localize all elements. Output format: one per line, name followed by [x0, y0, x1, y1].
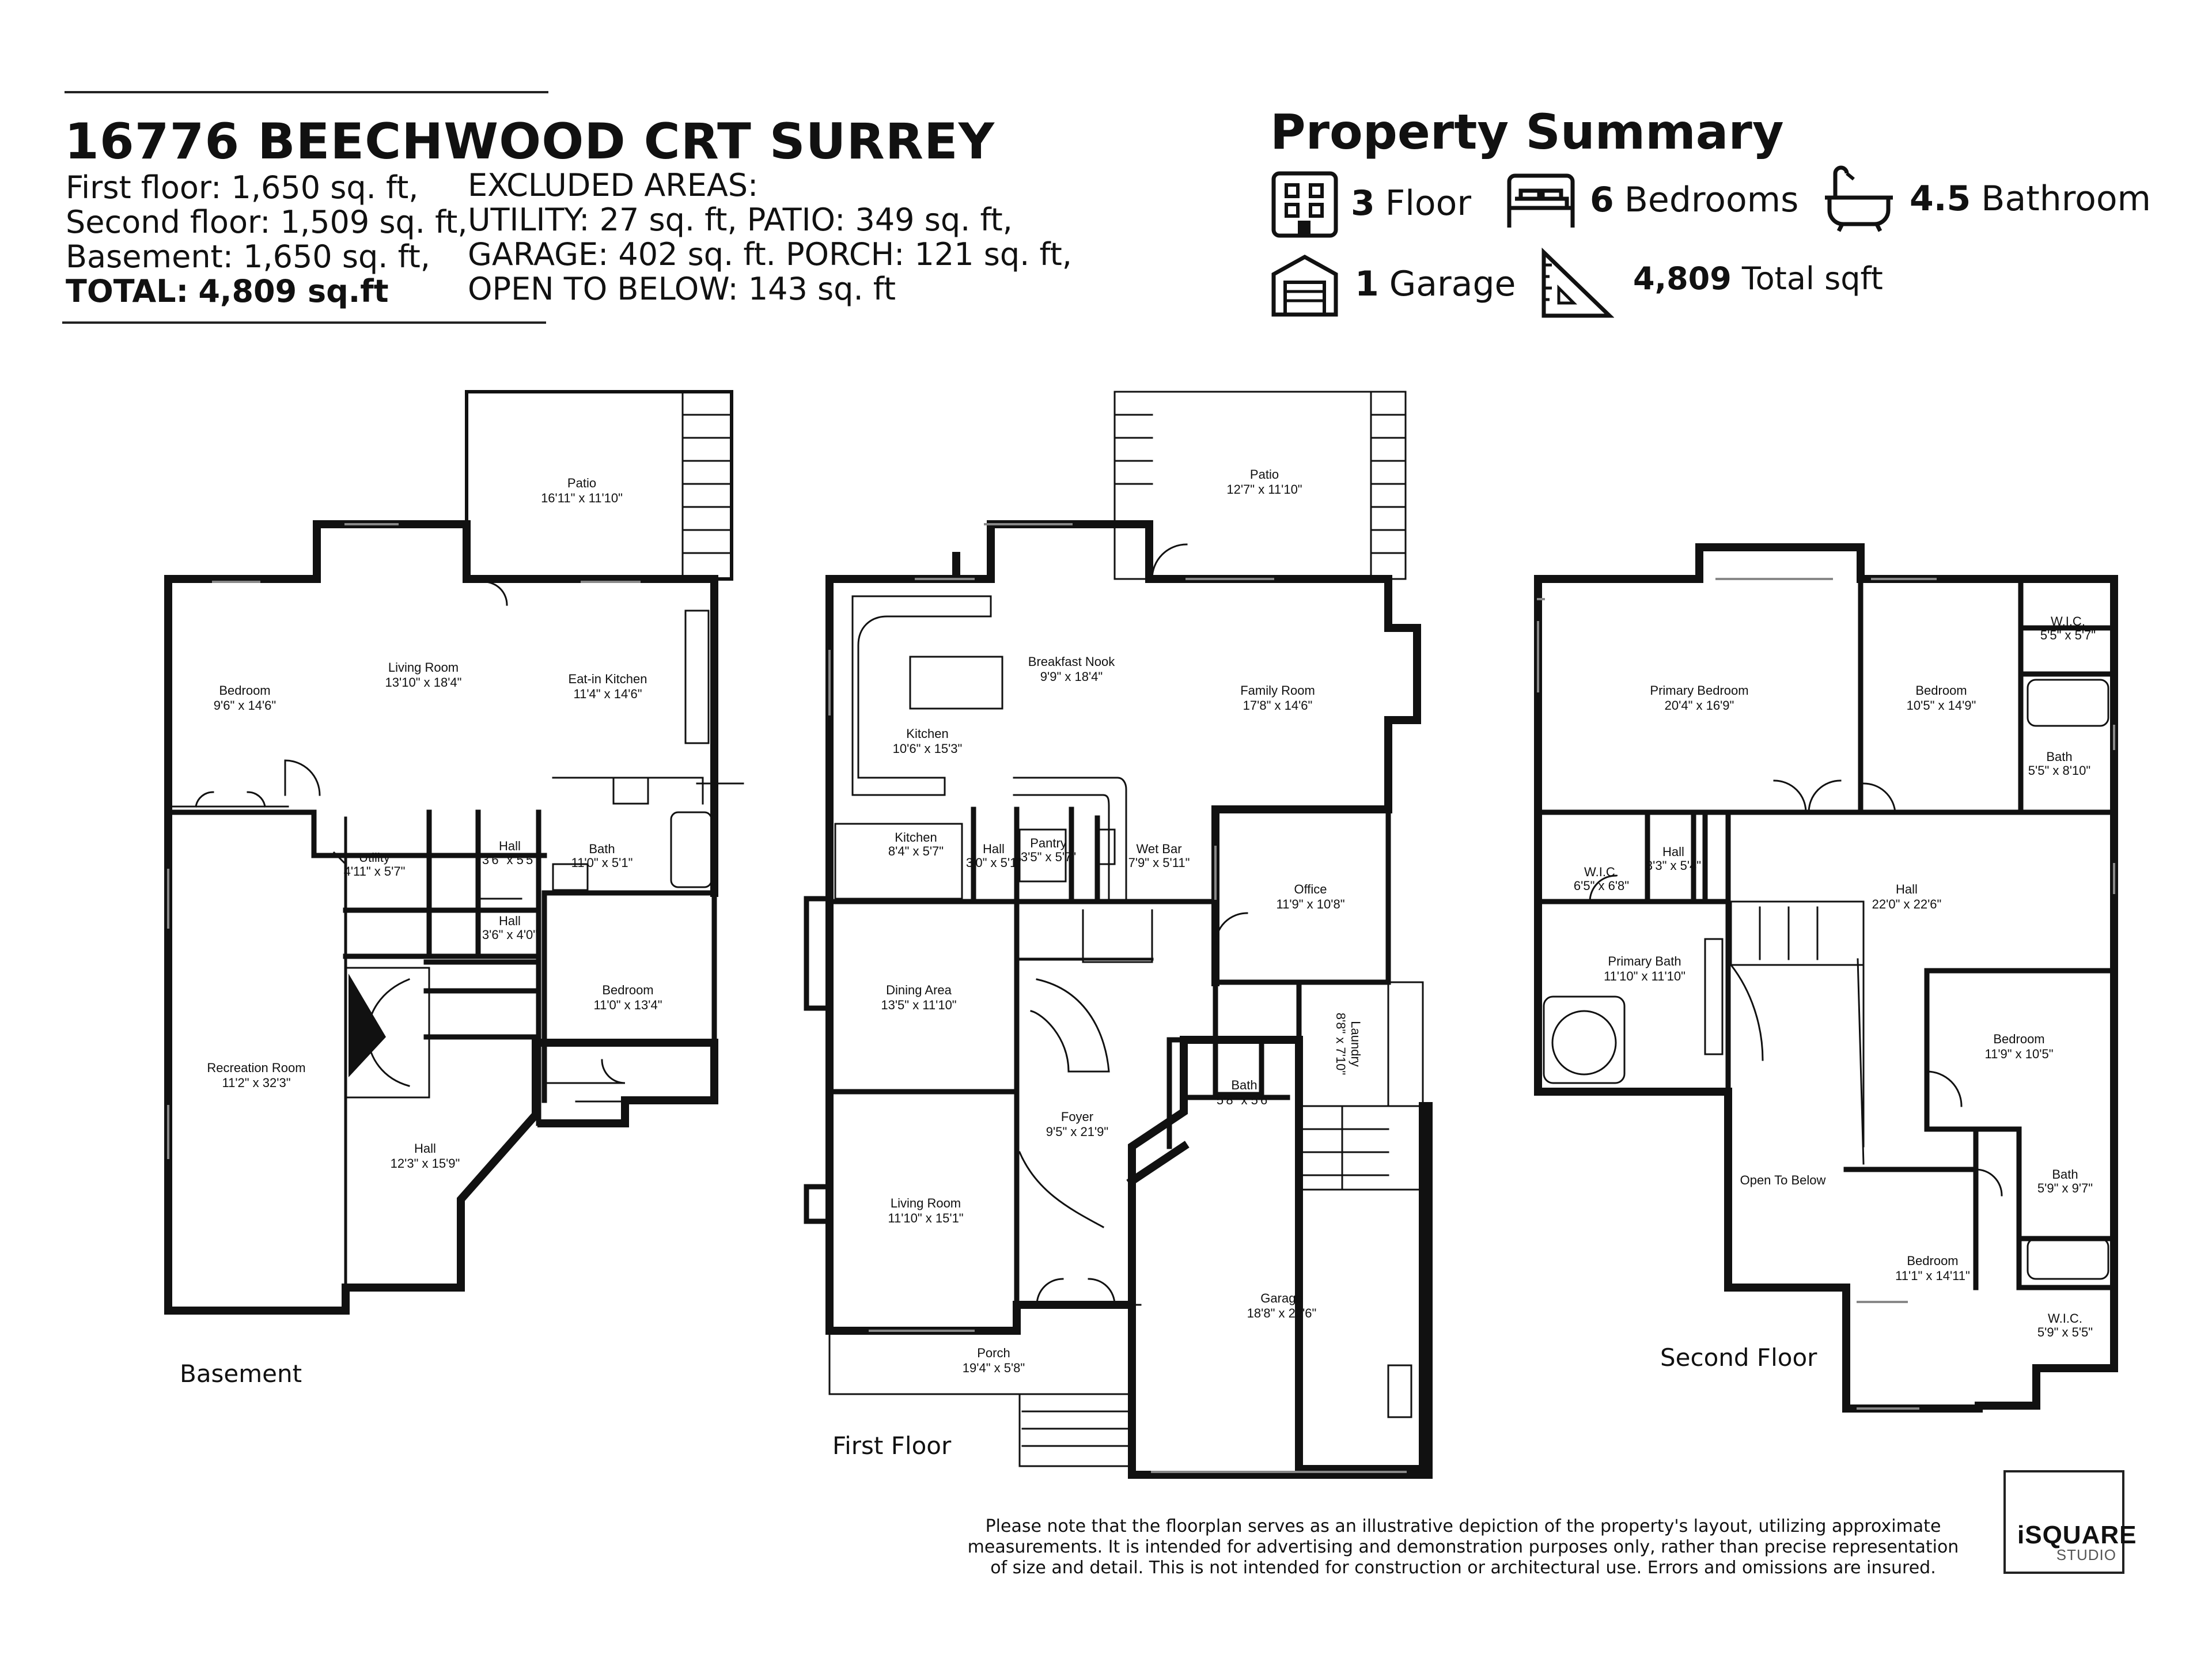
- room-dim: 3'0" x 5'1": [965, 855, 1022, 870]
- room-dim: 13'5" x 11'10": [881, 998, 957, 1012]
- room-name: Hall: [1662, 845, 1684, 859]
- room-name: Foyer: [1060, 1110, 1094, 1124]
- room-dim: 5'8" x 5'6": [1216, 1093, 1272, 1107]
- room-name: Living Room: [388, 660, 459, 675]
- room-dim: 17'8" x 14'6": [1243, 698, 1313, 713]
- room-name: Hall: [499, 839, 521, 853]
- room-dim: 9'5" x 21'9": [1046, 1125, 1109, 1139]
- room-name: Office: [1294, 882, 1327, 896]
- summary-title: Property Summary: [1270, 104, 1784, 160]
- room-dim: 8'4" x 5'7": [888, 844, 944, 858]
- room-dim: 3'3" x 5'4": [1645, 858, 1702, 873]
- sqft-count: 4,809: [1633, 260, 1732, 297]
- room-name: Bath: [2052, 1167, 2078, 1182]
- room-dim: 7'9" x 5'11": [1128, 855, 1190, 870]
- room-name: Living Room: [890, 1196, 961, 1210]
- room-name: Open To Below: [1740, 1173, 1826, 1187]
- excluded-line-3: OPEN TO BELOW: 143 sq. ft: [468, 271, 896, 307]
- isquare-studio-logo: [2003, 1470, 2137, 1574]
- room-dim: 5'9" x 9'7": [2037, 1181, 2093, 1195]
- room-name: Bath: [2046, 749, 2073, 764]
- basement-plan: [168, 392, 743, 1311]
- room-name: W.I.C.: [2048, 1311, 2082, 1326]
- disclaimer-line-2: measurements. It is intended for advertising and demonstration purposes only, rather than precise representation: [967, 1537, 1959, 1557]
- room-dim: 19'4" x 5'8": [962, 1361, 1025, 1375]
- room-name: Utility: [359, 850, 390, 865]
- room-name: Kitchen: [895, 830, 937, 845]
- room-name: Laundry: [1349, 1021, 1363, 1067]
- room-name: Eat-in Kitchen: [568, 672, 647, 686]
- room-dim: 18'8" x 22'6": [1247, 1306, 1317, 1320]
- room-name: Pantry: [1030, 836, 1067, 850]
- disclaimer-line-3: of size and detail. This is not intended for construction or architectural use. Errors and omissions are insured.: [990, 1558, 1936, 1578]
- room-name: Breakfast Nook: [1028, 654, 1115, 669]
- logo-line-2: STUDIO: [2056, 1546, 2116, 1563]
- room-dim: 11'0" x 13'4": [593, 998, 662, 1012]
- property-address: 16776 BEECHWOOD CRT SURREY: [65, 113, 995, 171]
- excluded-line-1: UTILITY: 27 sq. ft, PATIO: 349 sq. ft,: [468, 202, 1013, 238]
- room-name: Recreation Room: [207, 1061, 306, 1075]
- excluded-title: EXCLUDED AREAS:: [468, 167, 759, 203]
- room-name: Primary Bedroom: [1650, 683, 1749, 698]
- room-dim: 20'4" x 16'9": [1664, 698, 1734, 713]
- room-dim: 3'5" x 5'7": [1020, 850, 1077, 864]
- room-dim: 9'9" x 18'4": [1040, 669, 1103, 684]
- room-dim: 11'4" x 14'6": [573, 687, 642, 701]
- room-dim: 4'11" x 5'7": [343, 864, 406, 879]
- bedrooms-count: 6: [1590, 180, 1614, 220]
- room-dim: 10'6" x 15'3": [892, 741, 963, 756]
- area-first-floor: First floor: 1,650 sq. ft,: [66, 169, 419, 206]
- first-floor-label: First Floor: [832, 1432, 952, 1460]
- room-dim: 11'1" x 14'11": [1895, 1269, 1970, 1283]
- room-name: Bath: [589, 842, 615, 856]
- area-second-floor: Second floor: 1,509 sq. ft,: [66, 204, 468, 240]
- total-label: TOTAL:: [66, 273, 189, 309]
- garage-label: Garage: [1389, 264, 1516, 304]
- floors-count: 3: [1351, 183, 1375, 224]
- bathrooms-label: Bathroom: [1981, 179, 2151, 219]
- room-name: Patio: [1249, 467, 1279, 482]
- first-floor-plan: [806, 392, 1429, 1475]
- room-dim: 11'0" x 5'1": [571, 855, 633, 870]
- room-dim: 12'3" x 15'9": [390, 1156, 460, 1171]
- room-name: Hall: [1896, 882, 1918, 896]
- room-dim: 3'6" x 4'0": [482, 927, 538, 942]
- room-name: Bath: [1231, 1078, 1257, 1092]
- room-name: W.I.C.: [2051, 614, 2085, 629]
- garage-count: 1: [1355, 264, 1379, 304]
- excluded-line-2: GARAGE: 402 sq. ft. PORCH: 121 sq. ft,: [468, 236, 1072, 272]
- room-name: Family Room: [1240, 683, 1315, 698]
- basement-label: Basement: [180, 1360, 302, 1388]
- second-floor-label: Second Floor: [1660, 1343, 1817, 1372]
- room-dim: 3'6" x 5'5": [482, 853, 538, 867]
- total-value: 4,809 sq.ft: [198, 273, 389, 309]
- room-name: Patio: [567, 476, 597, 490]
- room-name: Hall: [983, 842, 1005, 856]
- room-dim: 5'5" x 5'7": [2040, 628, 2096, 642]
- bathrooms-count: 4.5: [1910, 179, 1971, 219]
- room-name: Garage: [1260, 1291, 1303, 1305]
- room-dim: 11'9" x 10'8": [1276, 897, 1345, 911]
- room-dim: 8'8" x 7'10": [1334, 1012, 1348, 1076]
- room-name: Porch: [977, 1346, 1010, 1360]
- room-dim: 16'11" x 11'10": [541, 491, 623, 505]
- room-name: Bedroom: [1915, 683, 1967, 698]
- room-dim: 5'9" x 5'5": [2037, 1325, 2093, 1339]
- room-name: Bedroom: [1907, 1254, 1959, 1268]
- room-dim: 11'2" x 32'3": [222, 1076, 291, 1090]
- room-dim: 6'5" x 6'8": [1573, 879, 1630, 893]
- room-dim: 12'7" x 11'10": [1226, 482, 1302, 497]
- bedrooms-label: Bedrooms: [1624, 180, 1799, 220]
- room-dim: 9'6" x 14'6": [213, 698, 276, 713]
- room-name: Bedroom: [219, 683, 271, 698]
- room-name: Kitchen: [906, 726, 949, 741]
- sqft-label: Total sqft: [1741, 260, 1883, 297]
- room-name: Hall: [414, 1141, 436, 1156]
- floors-label: Floor: [1385, 183, 1472, 224]
- room-dim: 11'10" x 15'1": [888, 1211, 964, 1225]
- area-basement: Basement: 1,650 sq. ft,: [66, 238, 430, 275]
- room-name: Primary Bath: [1608, 954, 1681, 968]
- room-dim: 11'9" x 10'5": [1984, 1047, 2054, 1061]
- room-name: Bedroom: [602, 983, 654, 997]
- room-name: Bedroom: [1993, 1032, 2045, 1046]
- logo-line-1: iSQUARE: [2017, 1521, 2137, 1549]
- room-name: W.I.C.: [1584, 865, 1619, 879]
- room-dim: 5'5" x 8'10": [2028, 763, 2091, 778]
- room-dim: 10'5" x 14'9": [1906, 698, 1976, 713]
- disclaimer: [945, 1516, 1982, 1578]
- room-dim: 13'10" x 18'4": [385, 675, 462, 690]
- disclaimer-line-1: Please note that the floorplan serves as an illustrative depiction of the property's layout, utilizing approximate: [985, 1516, 1941, 1536]
- room-dim: 11'10" x 11'10": [1604, 969, 1685, 983]
- room-dim: 22'0" x 22'6": [1872, 897, 1942, 911]
- room-name: Hall: [499, 914, 521, 928]
- room-name: Dining Area: [886, 983, 952, 997]
- room-name: Wet Bar: [1136, 842, 1182, 856]
